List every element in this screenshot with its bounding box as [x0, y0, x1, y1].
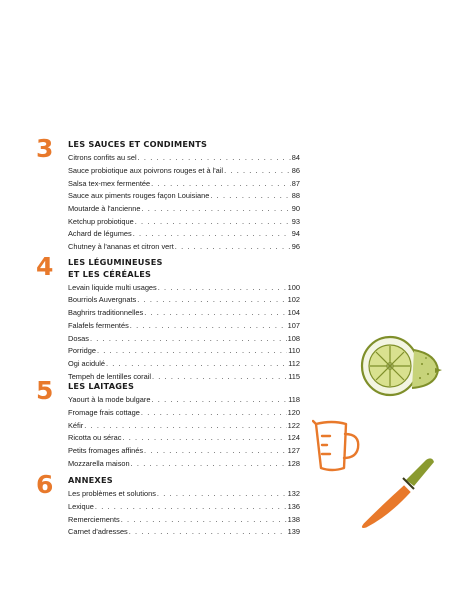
- chapter-title-line: ANNEXES: [68, 475, 113, 485]
- toc-entry[interactable]: [68, 501, 300, 514]
- dot-leader: [135, 216, 291, 229]
- chapter-title-line: LES LÉGUMINEUSES: [68, 257, 163, 267]
- toc-entry[interactable]: [68, 407, 300, 420]
- chapter-number: 5: [36, 376, 54, 405]
- toc-entry[interactable]: [68, 282, 300, 295]
- toc-entry[interactable]: [68, 358, 300, 371]
- dot-leader: [95, 501, 287, 514]
- toc-entry-page: 120: [287, 407, 300, 417]
- toc-entry-label: Sauce probiotique aux poivrons rouges et à l'ail: [68, 165, 224, 175]
- toc-entry[interactable]: [68, 432, 300, 445]
- toc-entry[interactable]: [68, 420, 300, 433]
- dot-leader: [144, 445, 287, 458]
- dot-leader: [106, 358, 287, 371]
- dot-leader: [90, 333, 287, 346]
- toc-entries: [68, 394, 300, 470]
- toc-entry-label: Tempeh de lentilles corail: [68, 371, 151, 381]
- toc-entry-page: 127: [287, 445, 300, 455]
- toc-entry[interactable]: [68, 190, 300, 203]
- toc-entry[interactable]: [68, 294, 300, 307]
- toc-entry-label: Carnet d'adresses: [68, 527, 128, 537]
- chapter-title-line: ET LES CÉRÉALES: [68, 268, 152, 279]
- dot-leader: [138, 152, 291, 165]
- toc-entry-label: Achard de légumes: [68, 229, 132, 239]
- toc-entry-label: Fromage frais cottage: [68, 407, 140, 417]
- dot-leader: [131, 458, 287, 471]
- chapter-title-line: LES LAITAGES: [68, 381, 135, 391]
- toc-entry[interactable]: [68, 333, 300, 346]
- toc-entries: [68, 488, 300, 539]
- toc-entry-label: Mozzarella maison: [68, 458, 130, 468]
- toc-entry-page: 108: [287, 333, 300, 343]
- chapter-title: [68, 475, 300, 487]
- toc-entry-label: Petits fromages affinés: [68, 445, 144, 455]
- chapter-title: [68, 257, 300, 280]
- toc-entry[interactable]: [68, 320, 300, 333]
- toc-entry-label: Ogi acidulé: [68, 358, 105, 368]
- toc-entry-label: Falafels fermentés: [68, 320, 129, 330]
- toc-entry-label: Dosas: [68, 333, 89, 343]
- toc-entry-label: Yaourt à la mode bulgare: [68, 395, 151, 405]
- toc-entry[interactable]: [68, 488, 300, 501]
- lime-icon: [352, 330, 444, 400]
- toc-entry-page: 100: [287, 282, 300, 292]
- toc-entry-label: Porridge: [68, 346, 96, 356]
- toc-entry[interactable]: [68, 216, 300, 229]
- toc-entry-page: 128: [287, 458, 300, 468]
- toc-entry-label: Lexique: [68, 501, 94, 511]
- toc-entry-page: 132: [287, 489, 300, 499]
- toc-entry-label: Levain liquide multi usages: [68, 282, 157, 292]
- toc-entry-page: 110: [288, 346, 300, 356]
- dot-leader: [175, 241, 291, 254]
- toc-entry-label: Citrons confits au sel: [68, 153, 137, 163]
- toc-entry-page: 94: [291, 229, 300, 239]
- chapter-number: 3: [36, 134, 54, 163]
- toc-entry-page: 122: [287, 420, 300, 430]
- toc-entry-label: Chutney à l'ananas et citron vert: [68, 242, 174, 252]
- toc-entry-page: 90: [291, 203, 300, 213]
- dot-leader: [133, 228, 291, 241]
- dot-leader: [84, 420, 286, 433]
- toc-entry[interactable]: [68, 165, 300, 178]
- toc-entry[interactable]: [68, 228, 300, 241]
- toc-entry[interactable]: [68, 307, 300, 320]
- toc-entry-label: Ketchup probiotique: [68, 216, 134, 226]
- toc-entry[interactable]: [68, 526, 300, 539]
- toc-entry[interactable]: [68, 345, 300, 358]
- dot-leader: [151, 394, 287, 407]
- chapter-number: 4: [36, 252, 54, 281]
- toc-entry-page: 107: [287, 320, 300, 330]
- toc-entry-page: 136: [287, 501, 300, 511]
- toc-entry-page: 84: [291, 153, 300, 163]
- toc-entry-label: Moutarde à l'ancienne: [68, 203, 141, 213]
- toc-entry-label: Baghrirs traditionnelles: [68, 308, 144, 318]
- dot-leader: [142, 203, 291, 216]
- toc-entry[interactable]: [68, 152, 300, 165]
- toc-entry-page: 88: [291, 191, 300, 201]
- toc-entry-label: Kéfir: [68, 420, 84, 430]
- dot-leader: [224, 165, 291, 178]
- toc-entry-label: Les problèmes et solutions: [68, 489, 156, 499]
- toc-entry-label: Sauce aux piments rouges façon Louisiane: [68, 191, 210, 201]
- toc-entry-label: Remerciements: [68, 514, 120, 524]
- chapter-title: [68, 381, 300, 393]
- toc-entry-page: 96: [291, 242, 300, 252]
- toc-entry-page: 87: [291, 178, 300, 188]
- dot-leader: [122, 432, 286, 445]
- chapter-title: [68, 139, 300, 151]
- toc-entry-page: 139: [287, 527, 300, 537]
- dot-leader: [158, 282, 287, 295]
- dot-leader: [210, 190, 290, 203]
- toc-entry[interactable]: [68, 178, 300, 191]
- toc-entry[interactable]: [68, 203, 300, 216]
- toc-entry-page: 104: [287, 308, 300, 318]
- dot-leader: [130, 320, 287, 333]
- dot-leader: [157, 488, 287, 501]
- toc-entry-page: 124: [287, 433, 300, 443]
- dot-leader: [141, 407, 287, 420]
- toc-entries: [68, 282, 300, 384]
- dot-leader: [151, 178, 291, 191]
- toc-entry[interactable]: [68, 241, 300, 254]
- toc-entry-page: 138: [287, 514, 300, 524]
- toc-entry-page: 115: [288, 371, 300, 381]
- dot-leader: [121, 514, 287, 527]
- dot-leader: [129, 526, 287, 539]
- chapter-title-line: LES SAUCES ET CONDIMENTS: [68, 139, 208, 149]
- chapter-4: [36, 252, 306, 383]
- toc-entry-label: Ricotta ou sérac: [68, 433, 122, 443]
- knife-icon: [354, 452, 438, 536]
- toc-entry[interactable]: [68, 458, 300, 471]
- chapter-6: [36, 470, 306, 539]
- toc-entry[interactable]: [68, 514, 300, 527]
- dot-leader: [137, 294, 286, 307]
- toc-entry-label: Salsa tex-mex fermentée: [68, 178, 151, 188]
- toc-entry[interactable]: [68, 394, 300, 407]
- chapter-number: 6: [36, 470, 54, 499]
- dot-leader: [97, 345, 287, 358]
- dot-leader: [144, 307, 286, 320]
- toc-entries: [68, 152, 300, 254]
- toc-entry-label: Bourriols Auvergnats: [68, 295, 137, 305]
- toc-entry-page: 112: [288, 358, 300, 368]
- toc-entry-page: 86: [291, 165, 300, 175]
- chapter-3: [36, 134, 306, 254]
- toc-entry-page: 102: [287, 295, 300, 305]
- toc-entry[interactable]: [68, 445, 300, 458]
- toc-entry-page: 93: [291, 216, 300, 226]
- toc-entry-page: 118: [288, 395, 300, 405]
